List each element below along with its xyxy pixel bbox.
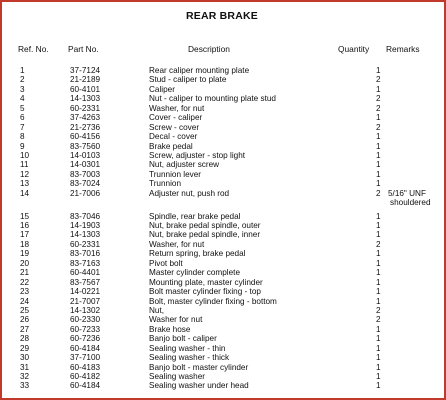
description-cell: Nut, brake pedal spindle, outer [149, 221, 261, 230]
ref-cell: 25 [20, 305, 30, 315]
quantity-cell: 1 [376, 287, 381, 297]
quantity-cell: 1 [376, 113, 381, 123]
description-cell: Banjo bolt - master cylinder [149, 362, 249, 372]
part-number-cell: 60-4184 [70, 381, 101, 391]
description-cell: Brake pedal [149, 141, 193, 151]
quantity-cell: 2 [376, 305, 381, 315]
ref-cell: 18 [20, 239, 30, 249]
description-cell: Adjuster nut, push rod [149, 188, 230, 198]
quantity-cell: 1 [376, 268, 381, 278]
table-row [4, 230, 440, 239]
quantity-cell: 1 [376, 249, 381, 259]
ref-cell: 23 [20, 287, 30, 297]
part-number-cell: 60-4401 [70, 268, 101, 278]
table-row-continuation [4, 198, 440, 207]
description-cell: Master cylinder complete [149, 268, 241, 278]
ref-cell: 20 [20, 258, 30, 268]
part-number-cell: 60-2331 [70, 103, 101, 113]
ref-cell: 10 [20, 150, 30, 160]
table-row [4, 268, 440, 277]
quantity-cell: 2 [376, 315, 381, 325]
ref-cell: 28 [20, 334, 30, 344]
quantity-cell: 1 [376, 381, 381, 391]
ref-cell: 21 [20, 268, 30, 278]
table-row [4, 151, 440, 160]
remarks-cell: 5/16" UNF [388, 188, 426, 198]
ref-cell: 1 [20, 66, 25, 75]
table-row [4, 132, 440, 141]
quantity-cell: 1 [376, 150, 381, 160]
part-number-cell: 37-7100 [70, 353, 101, 363]
table-row [4, 372, 440, 381]
table-row [4, 297, 440, 306]
part-number-cell: 21-7006 [70, 188, 101, 198]
table-row [4, 142, 440, 151]
part-number-cell: 14-1303 [70, 94, 101, 104]
part-number-cell: 37-4263 [70, 113, 101, 123]
table-row [4, 240, 440, 249]
table-row [4, 179, 440, 188]
description-cell: Rear caliper mounting plate [149, 66, 250, 75]
ref-cell: 12 [20, 169, 30, 179]
part-number-cell: 60-7236 [70, 334, 101, 344]
table-row [4, 249, 440, 258]
quantity-cell: 1 [376, 334, 381, 344]
ref-cell: 17 [20, 230, 30, 240]
quantity-cell: 1 [376, 324, 381, 334]
part-number-cell: 14-1302 [70, 305, 101, 315]
ref-cell: 16 [20, 221, 30, 230]
description-cell: Washer for nut [149, 315, 203, 325]
part-number-cell: 14-1903 [70, 221, 101, 230]
ref-cell: 26 [20, 315, 30, 325]
table-row [4, 315, 440, 324]
ref-cell: 24 [20, 296, 30, 306]
parts-list-sheet [4, 4, 440, 396]
ref-cell: 11 [20, 160, 29, 170]
quantity-cell: 2 [376, 75, 381, 85]
header-description: Description [188, 44, 230, 54]
ref-cell: 7 [20, 122, 25, 132]
table-row [4, 170, 440, 179]
table-row [4, 75, 440, 84]
quantity-cell: 1 [376, 160, 381, 170]
description-cell: Cover - caliper [149, 113, 203, 123]
part-number-cell: 60-2331 [70, 239, 101, 249]
part-number-cell: 83-7024 [70, 179, 101, 189]
ref-cell: 8 [20, 132, 25, 142]
quantity-cell: 2 [376, 94, 381, 104]
quantity-cell: 1 [376, 296, 381, 306]
description-cell: Nut, [149, 305, 165, 315]
description-cell: Trunnion [149, 179, 182, 189]
table-row [4, 66, 440, 75]
description-cell: Return spring, brake pedal [149, 249, 246, 259]
part-number-cell: 83-7046 [70, 211, 101, 221]
quantity-cell: 1 [376, 230, 381, 240]
table-row [4, 189, 440, 198]
part-number-cell: 83-7003 [70, 169, 101, 179]
ref-cell: 6 [20, 113, 25, 123]
table-row [4, 344, 440, 353]
header-quantity: Quantity [338, 44, 370, 54]
part-number-cell: 60-7233 [70, 324, 101, 334]
part-number-cell: 21-2189 [70, 75, 101, 85]
table-row [4, 94, 440, 103]
quantity-cell: 1 [376, 211, 381, 221]
part-number-cell: 83-7163 [70, 258, 101, 268]
part-number-cell: 60-4184 [70, 343, 101, 353]
quantity-cell: 2 [376, 239, 381, 249]
quantity-cell: 1 [376, 132, 381, 142]
description-cell: Nut, brake pedal spindle, inner [149, 230, 261, 240]
description-cell: Trunnion lever [149, 169, 202, 179]
quantity-cell: 2 [376, 122, 381, 132]
part-number-cell: 14-0301 [70, 160, 101, 170]
ref-cell: 32 [20, 372, 30, 381]
part-number-cell: 60-4183 [70, 362, 101, 372]
part-number-cell: 14-0103 [70, 150, 101, 160]
description-cell: Spindle, rear brake pedal [149, 211, 241, 221]
description-cell: Brake hose [149, 324, 191, 334]
quantity-cell: 1 [376, 353, 381, 363]
table-row [4, 123, 440, 132]
description-cell: Screw - cover [149, 122, 200, 132]
table-row [4, 363, 440, 372]
quantity-cell: 1 [376, 221, 381, 230]
description-cell: Sealing washer - thick [149, 353, 230, 363]
table-row [4, 306, 440, 315]
table-row [4, 160, 440, 169]
quantity-cell: 1 [376, 84, 381, 94]
quantity-cell: 1 [376, 258, 381, 268]
description-cell: Bolt, master cylinder fixing - bottom [149, 296, 277, 306]
header-remarks: Remarks [386, 44, 420, 54]
description-cell: Washer, for nut [149, 103, 205, 113]
table-row [4, 85, 440, 94]
table-row [4, 353, 440, 362]
table-row [4, 221, 440, 230]
table-row [4, 113, 440, 122]
ref-cell: 13 [20, 179, 30, 189]
description-cell: Nut, adjuster screw [149, 160, 220, 170]
quantity-cell: 1 [376, 277, 381, 287]
description-cell: Sealing washer [149, 372, 205, 381]
table-row [4, 381, 440, 390]
quantity-cell: 1 [376, 169, 381, 179]
description-cell: Banjo bolt - caliper [149, 334, 217, 344]
quantity-cell: 1 [376, 362, 381, 372]
ref-cell: 2 [20, 75, 25, 85]
page-title: REAR BRAKE [185, 10, 258, 22]
ref-cell: 3 [20, 84, 25, 94]
description-cell: Mounting plate, master cylinder [149, 277, 263, 287]
parts-table [4, 66, 440, 391]
description-cell: Caliper [149, 84, 175, 94]
quantity-cell: 1 [376, 179, 381, 189]
part-number-cell: 14-1303 [70, 230, 101, 240]
table-row [4, 334, 440, 343]
ref-cell: 14 [20, 188, 30, 198]
part-number-cell: 60-4101 [70, 84, 101, 94]
quantity-cell: 1 [376, 66, 381, 75]
header-part-no: Part No. [68, 44, 99, 54]
description-cell: Washer, for nut [149, 239, 205, 249]
ref-cell: 29 [20, 343, 30, 353]
ref-cell: 31 [20, 362, 30, 372]
ref-cell: 33 [20, 381, 30, 391]
table-row [4, 278, 440, 287]
part-number-cell: 21-2736 [70, 122, 101, 132]
quantity-cell: 1 [376, 141, 381, 151]
table-row [4, 212, 440, 221]
ref-cell: 27 [20, 324, 30, 334]
table-row [4, 104, 440, 113]
ref-cell: 5 [20, 103, 25, 113]
part-number-cell: 14-0221 [70, 287, 101, 297]
part-number-cell: 21-7007 [70, 296, 101, 306]
description-cell: Sealing washer under head [149, 381, 249, 391]
quantity-cell: 2 [376, 103, 381, 113]
quantity-cell: 2 [376, 188, 381, 198]
part-number-cell: 60-4156 [70, 132, 101, 142]
part-number-cell: 37-7124 [70, 66, 101, 75]
part-number-cell: 83-7560 [70, 141, 101, 151]
description-cell: Pivot bolt [149, 258, 183, 268]
part-number-cell: 60-4182 [70, 372, 101, 381]
ref-cell: 4 [20, 94, 25, 104]
description-cell: Stud - caliper to plate [149, 75, 227, 85]
quantity-cell: 1 [376, 343, 381, 353]
ref-cell: 19 [20, 249, 30, 259]
ref-cell: 15 [20, 211, 30, 221]
description-cell: Nut - caliper to mounting plate stud [149, 94, 276, 104]
ref-cell: 9 [20, 141, 25, 151]
remarks-cell: shouldered [390, 198, 431, 208]
description-cell: Bolt master cylinder fixing - top [149, 287, 261, 297]
ref-cell: 30 [20, 353, 30, 363]
description-cell: Sealing washer - thin [149, 343, 226, 353]
quantity-cell: 1 [376, 372, 381, 381]
part-number-cell: 60-2330 [70, 315, 101, 325]
table-row [4, 259, 440, 268]
part-number-cell: 83-7567 [70, 277, 101, 287]
part-number-cell: 83-7016 [70, 249, 101, 259]
table-row [4, 287, 440, 296]
description-cell: Screw, adjuster - stop light [149, 150, 246, 160]
header-ref-no: Ref. No. [18, 44, 49, 54]
ref-cell: 22 [20, 277, 30, 287]
table-row [4, 325, 440, 334]
description-cell: Decal - cover [149, 132, 198, 142]
